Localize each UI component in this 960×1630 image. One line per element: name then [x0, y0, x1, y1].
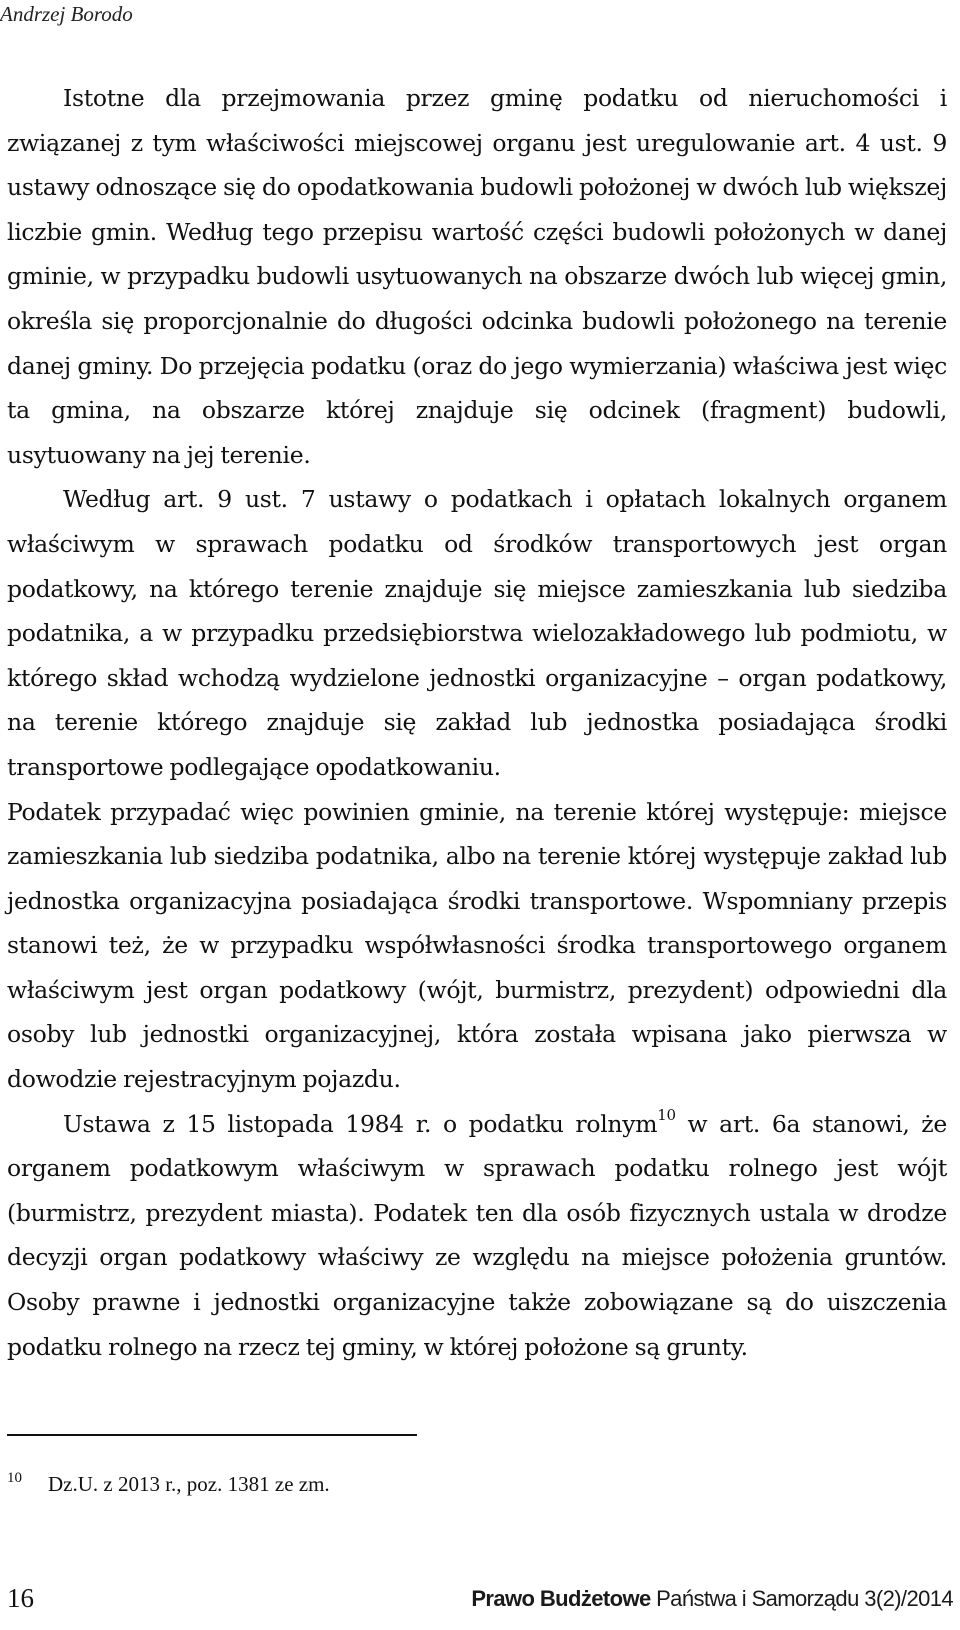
footnote-reference[interactable]: 10 — [657, 1105, 676, 1124]
page-footer — [7, 1574, 953, 1614]
article-body — [7, 76, 947, 1369]
footnote-text: Dz.U. z 2013 r., poz. 1381 ze zm. — [48, 1472, 330, 1496]
journal-title-bold: Prawo Budżetowe — [471, 1586, 651, 1611]
paragraph-2: Według art. 9 ust. 7 ustawy o podatkach i opłatach lokalnych organem właściwym w sprawach podatku od środków transportowych jest organ podatkowy, na którego terenie znajduje się miejsce zamieszkania lub siedziba podatnika, a w przypadku przedsiębiorstwa wielozakładowego lub podmiotu, w którego skład wchodzą wydzielone jednostki organizacyjne – organ podatkowy, na terenie którego znajduje się zakład lub jednostka posiadająca środki transportowe podlegające opodatkowaniu. — [7, 485, 947, 781]
journal-title-issue: Państwa i Samorządu 3(2)/2014 — [650, 1586, 953, 1611]
footnote — [7, 1470, 330, 1497]
paragraph-1: Istotne dla przejmowania przez gminę podatku od nieruchomości i związanej z tym właściwości miejscowej organu jest uregulowanie art. 4 ust. 9 ustawy odnoszące się do opodatkowania budowli położonej w dwóch lub większej liczbie gmin. Według tego przepisu wartość części budowli położonych w danej gminie, w przypadku budowli usytuowanych na obszarze dwóch lub więcej gmin, określa się proporcjonalnie do długości odcinka budowli położonego na terenie danej gminy. Do przejęcia podatku (oraz do jego wymierzania) właściwa jest więc ta gmina, na obszarze której znajduje się odcinek (fragment) budowli, usytuowany na jej terenie. — [7, 84, 947, 469]
running-head-author: Andrzej Borodo — [0, 2, 133, 26]
paragraph-4-text-end: w art. 6a stanowi, że organem podatkowym właściwym w sprawach podatku rolnego jest wójt (burmistrz, prezydent miasta). Podatek ten dla osób fizycznych ustala w drodze decyzji organ podatkowy właściwy ze względu na miejsce położenia gruntów. Osoby prawne i jednostki organizacyjne także zobowiązane są do uiszczenia podatku rolnego na rzecz tej gminy, w której położone są grunty. — [7, 1109, 947, 1361]
journal-title — [471, 1586, 953, 1612]
paragraph-3: Podatek przypadać więc powinien gminie, na terenie której występuje: miejsce zamieszkania lub siedziba podatnika, albo na terenie której występuje zakład lub jednostka organizacyjna posiadająca środki transportowe. Wspomniany przepis stanowi też, że w przypadku współwłasności środka transportowego organem właściwym jest organ podatkowy (wójt, burmistrz, prezydent) odpowiedni dla osoby lub jednostki organizacyjnej, która została wpisana jako pierwsza w dowodzie rejestracyjnym pojazdu. — [7, 797, 947, 1094]
paragraph-4 — [7, 1102, 947, 1370]
footnote-number: 10 — [7, 1470, 22, 1486]
footnote-separator — [7, 1434, 417, 1436]
paragraph-4-text-start: Ustawa z 15 listopada 1984 r. o podatku rolnym — [63, 1109, 658, 1138]
page-number: 16 — [7, 1583, 34, 1613]
